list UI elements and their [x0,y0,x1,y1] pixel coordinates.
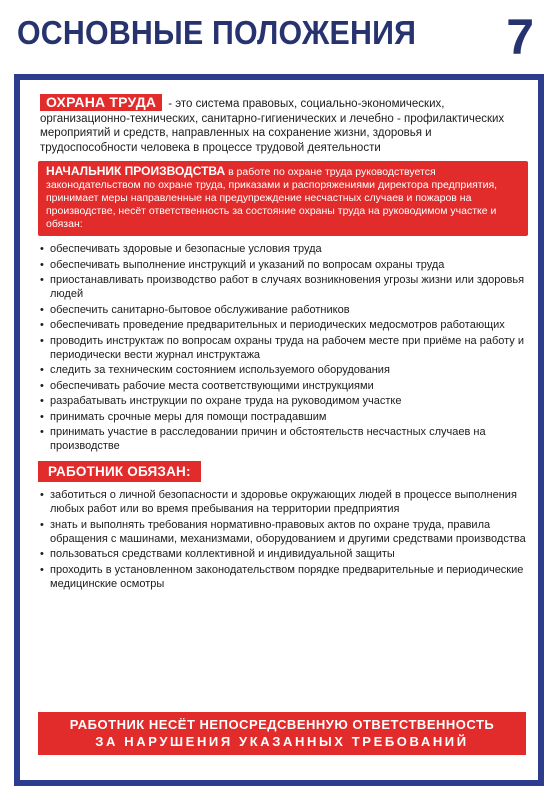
list-item: • обеспечивать выполнение инструкций и указаний по вопросам охраны труда [38,258,528,272]
list-item: • обеспечивать рабочие места соответствующими инструкциями [38,379,528,393]
list-item: • знать и выполнять требования нормативно-правовых актов по охране труда, правила обращения с машинами, механизмами, оборудованием и другими средствами производства [38,518,528,546]
labor-protection-definition [40,94,528,155]
manager-lead: НАЧАЛЬНИК ПРОИЗВОДСТВА [46,164,226,178]
list-item: • разрабатывать инструкции по охране труда на руководимом участке [38,394,528,408]
content-frame [14,74,544,786]
worker-section [38,461,528,591]
list-item: • принимать срочные меры для помощи пострадавшим [38,410,528,424]
manager-duties-list [38,242,528,453]
page-number: 7 [506,9,534,65]
list-item: • проходить в установленном законодательством порядке предварительные и периодические медицинские осмотры [38,563,528,591]
banner-line-1: РАБОТНИК НЕСЁТ НЕПОСРЕДСВЕННУЮ ОТВЕТСТВЕННОСТЬ [69,717,495,732]
worker-duties-list [38,488,528,591]
list-item: • заботиться о личной безопасности и здоровье окружающих людей в процессе выполнения любых работ или во время пребывания на территории предприятия [38,488,528,516]
list-item: • обеспечивать проведение предварительных и периодических медосмотров работающих [38,318,528,332]
list-item: • приостанавливать производство работ в случаях возникновения угрозы жизни или здоровья людей [38,273,528,301]
list-item: • пользоваться средствами коллективной и индивидуальной защиты [38,547,528,561]
page-header [0,0,560,78]
manager-block [38,161,528,236]
responsibility-banner [38,712,526,755]
list-item: • обеспечивать здоровые и безопасные условия труда [38,242,528,256]
content-body [38,94,528,592]
list-item: • проводить инструктаж по вопросам охраны труда на рабочем месте при приёме на работу и периодически вести журнал инструктажа [38,334,528,362]
list-item: • следить за техническим состоянием используемого оборудования [38,363,528,377]
page-title: ОСНОВНЫЕ ПОЛОЖЕНИЯ [17,14,417,51]
list-item: • обеспечить санитарно-бытовое обслуживание работников [38,303,528,317]
list-item: • принимать участие в расследовании причин и обстоятельств несчастных случаев на производстве [38,425,528,453]
labor-protection-text: - это система правовых, социально-экономических, организационно-технических, санитарно-гигиенических и лечебно - профилактических мероприятий и средств, направленных на сохранение жизни, здоровья и трудоспособности человека в процессе трудовой деятельности [40,98,505,154]
banner-line-2: ЗА НАРУШЕНИЯ УКАЗАННЫХ ТРЕБОВАНИЙ [95,734,469,749]
labor-protection-label: ОХРАНА ТРУДА [40,94,162,111]
worker-label: РАБОТНИК ОБЯЗАН: [38,461,201,482]
manager-text: в работе по охране труда руководствуется законодательством по охране труда, приказами и распоряжениями директора предприятия, принимает меры направленные на предупреждение несчастных случаев и пожаров на производстве, несёт ответственность за состояние охраны труда на руководимом участке и обязан: [46,166,498,230]
